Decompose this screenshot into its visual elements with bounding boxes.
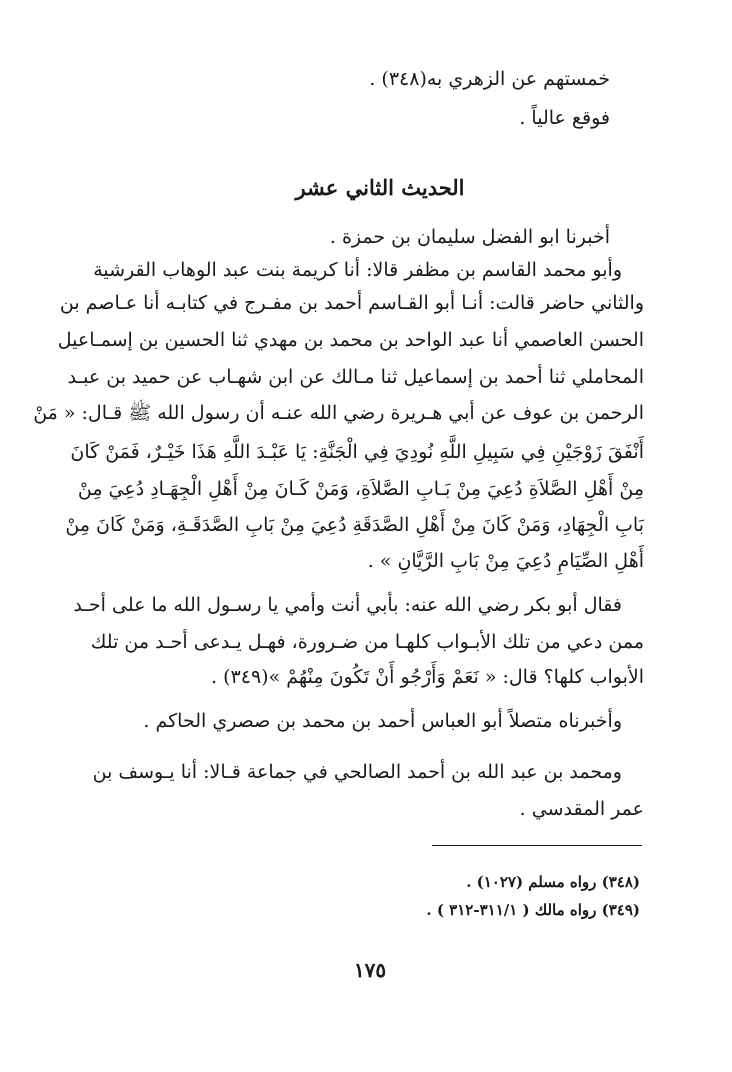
text-line: الحسن العاصمي أنا عبد الواحد بن محمد بن مهدي ثنا الحسين بن إسمـاعيل [57, 329, 644, 351]
text-line: وأخبرناه متصلاً أبو العباس أحمد بن محمد بن صصري الحاكم . [143, 710, 622, 732]
quote-line: أَهْلِ الصِّيَامِ دُعِيَ مِنْ بَابِ الرَّيَّانِ » . [367, 550, 644, 572]
footnote: (٣٤٩) رواه مالك ( ٣١١/١-٣١٢ ) . [426, 901, 640, 919]
text-line: عمر المقدسي . [519, 798, 644, 820]
text-line: المحاملي ثنا أحمد بن إسماعيل ثنا مـالك عن ابن شهـاب عن حميد بن عبـد [67, 366, 644, 388]
text-line: ومحمد بن عبد الله بن أحمد الصالحي في جماعة قـالا: أنا يـوسف بن [92, 761, 622, 783]
quote-line: بَابِ الْجِهَادِ، وَمَنْ كَانَ مِنْ أَهْلِ الصَّدَقَةِ دُعِيَ مِنْ بَابِ الصَّدَقَـةِ، وَمَنْ كَانَ مِنْ [65, 514, 644, 536]
quote-line: أَنْفَقَ زَوْجَيْنِ فِي سَبِيلِ اللَّهِ نُودِيَ فِي الْجَنَّةِ: يَا عَبْـدَ اللَّهِ هَذَا خَيْـرٌ، فَمَنْ كَانَ [70, 441, 644, 463]
page-number: ١٧٥ [353, 958, 387, 982]
footnote-separator [432, 845, 642, 846]
text-line: خمستهم عن الزهري به(٣٤٨) . [369, 68, 610, 90]
section-heading: الحديث الثاني عشر [295, 175, 465, 200]
text-line: فقال أبو بكر رضي الله عنه: بأبي أنت وأمي يا رسـول الله ما على أحـد [73, 594, 622, 616]
quote-line: مِنْ أَهْلِ الصَّلاَةِ دُعِيَ مِنْ بَـابِ الصَّلاَةِ، وَمَنْ كَـانَ مِنْ أَهْلِ الْجِهَـادِ دُعِيَ مِنْ [77, 478, 644, 500]
footnote: (٣٤٨) رواه مسلم (١٠٢٧) . [466, 873, 640, 891]
text-line: الرحمن بن عوف عن أبي هـريرة رضي الله عنـه أن رسول الله ﷺ قـال: « مَنْ [33, 402, 644, 424]
text-line: وأبو محمد القاسم بن مظفر قالا: أنا كريمة بنت عبد الوهاب القرشية [93, 259, 622, 281]
text-line: أخبرنا ابو الفضل سليمان بن حمزة . [329, 226, 610, 248]
text-line: والثاني حاضر قالت: أنـا أبو القـاسم أحمد بن مفـرج في كتابـه أنا عـاصم بن [59, 292, 644, 314]
text-line: الأبواب كلها؟ قال: « نَعَمْ وَأَرْجُو أَنْ تَكُونَ مِنْهُمْ »(٣٤٩) . [211, 666, 644, 688]
text-line: فوقع عالياً . [519, 107, 610, 129]
text-line: ممن دعي من تلك الأبـواب كلهـا من ضـرورة، فهـل يـدعى أحـد من تلك [90, 631, 644, 653]
